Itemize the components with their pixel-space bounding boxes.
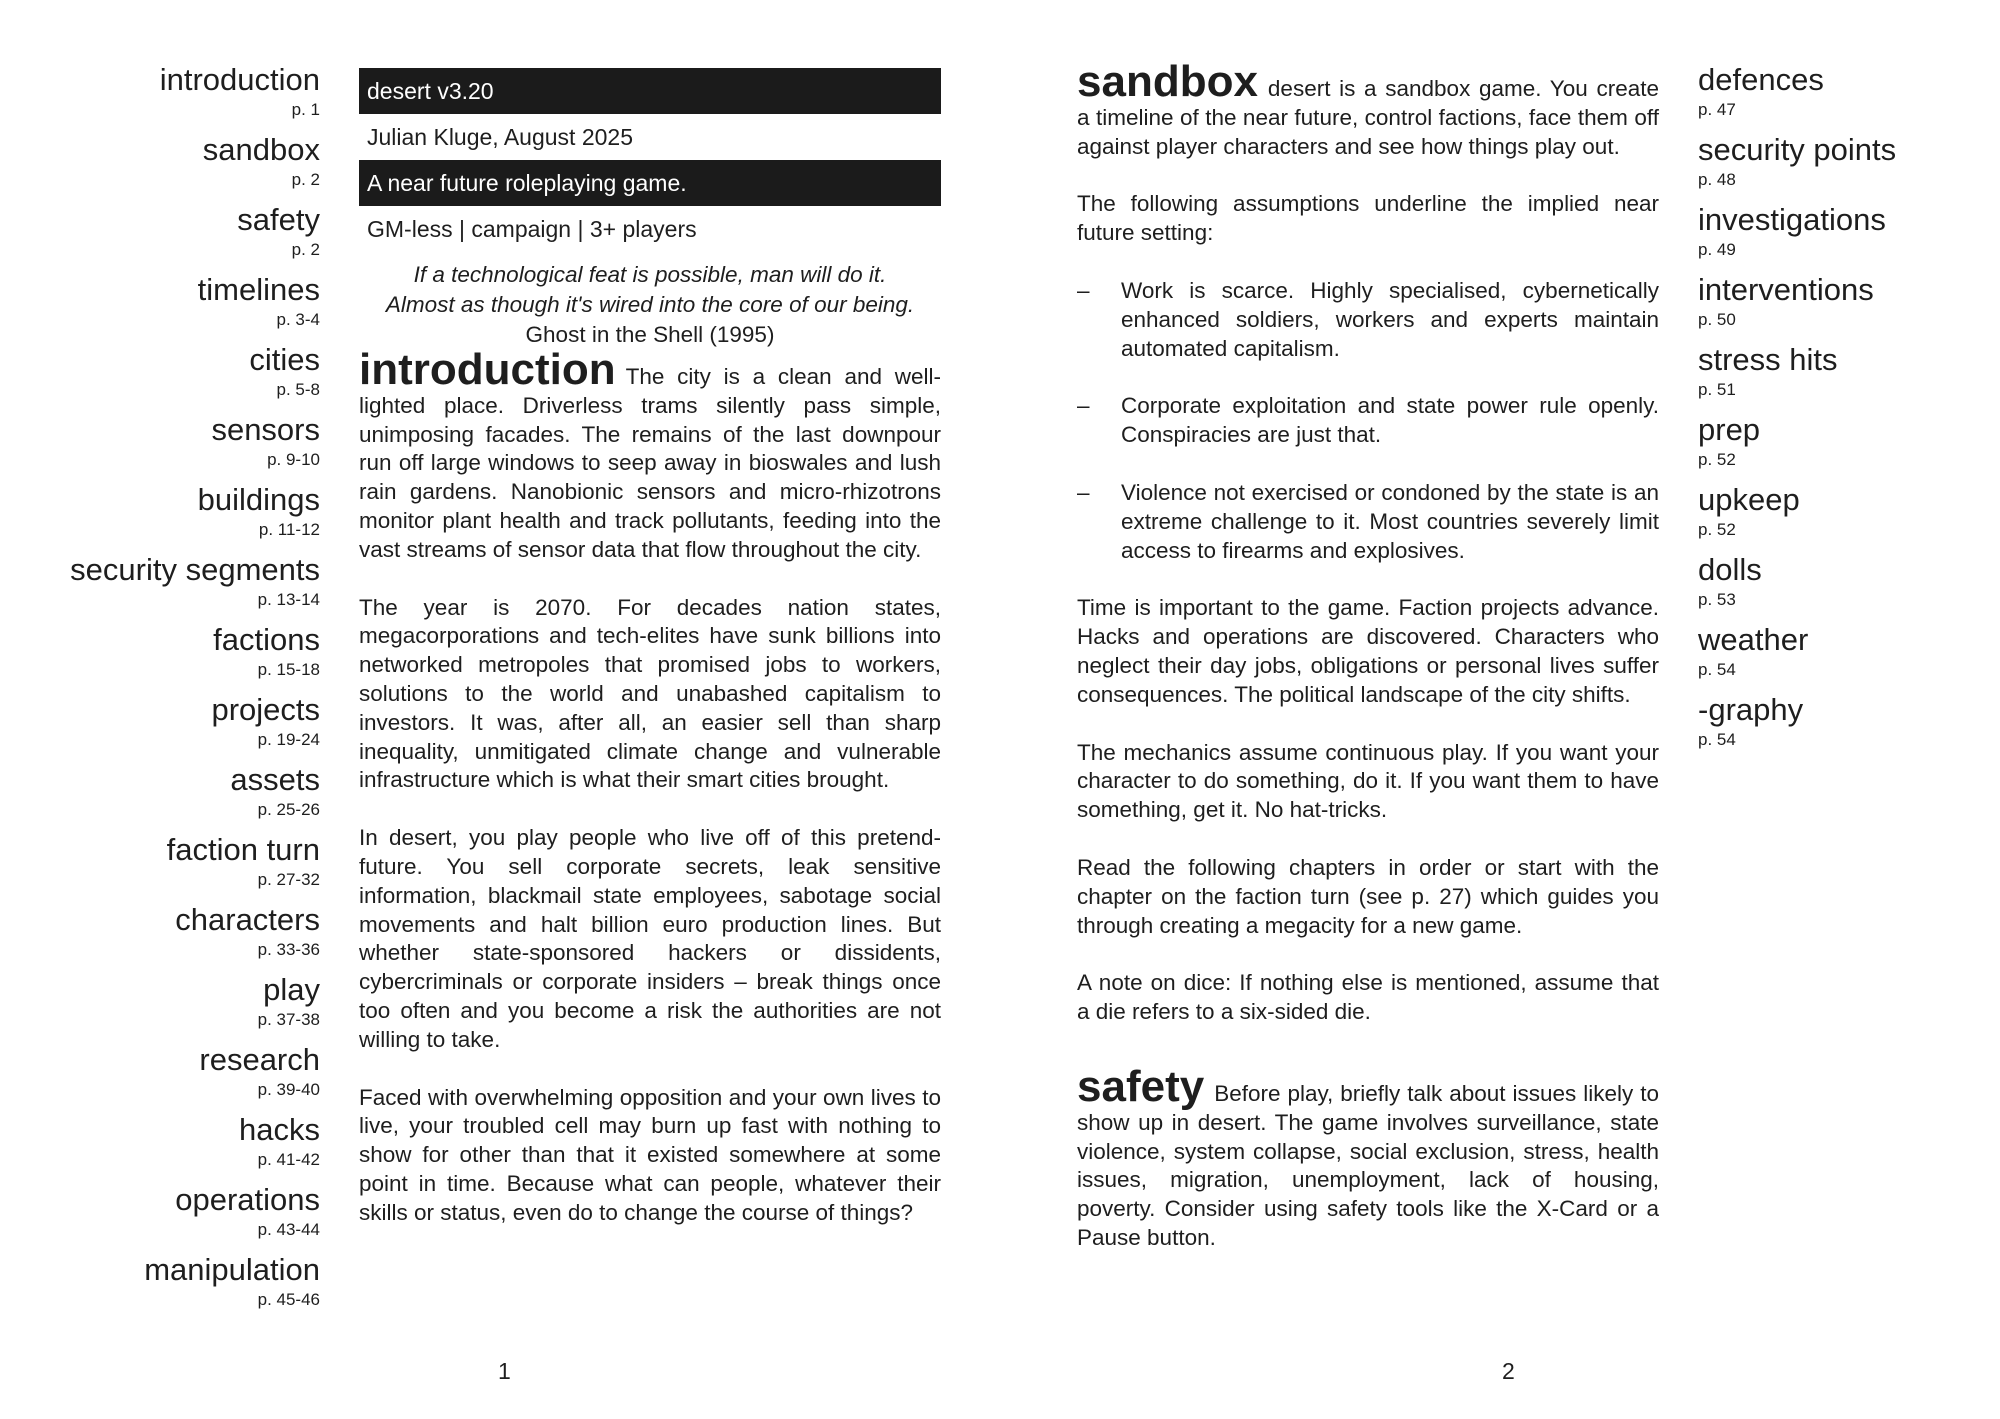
toc-entry-title: research [199, 1042, 320, 1077]
toc-entry[interactable] [1698, 62, 1998, 132]
toc-entry-title: introduction [159, 62, 320, 97]
toc-entry[interactable] [30, 692, 320, 762]
toc-left [30, 62, 320, 1322]
toc-entry-page: p. 39-40 [257, 1080, 320, 1099]
toc-entry[interactable] [30, 902, 320, 972]
dash-bullet: – [1077, 277, 1090, 303]
assumption-text: Work is scarce. Highly specialised, cybernetically enhanced soldiers, workers and experts maintain automated capitalism. [1121, 277, 1659, 361]
toc-entry[interactable] [30, 762, 320, 832]
toc-entry-page: p. 54 [1698, 730, 1736, 749]
epigraph-line-2: Almost as though it's wired into the core of our being. [385, 292, 915, 317]
toc-entry-page: p. 41-42 [257, 1150, 320, 1169]
assumptions-intro: The following assumptions underline the implied near future setting: [1077, 191, 1659, 246]
toc-entry[interactable] [30, 622, 320, 692]
toc-entry[interactable] [30, 1252, 320, 1322]
toc-entry-page: p. 37-38 [257, 1010, 320, 1029]
toc-entry-page: p. 51 [1698, 380, 1736, 399]
page-number-left: 1 [498, 1358, 511, 1384]
assumption-item [1077, 277, 1659, 363]
dash-bullet: – [1077, 393, 1090, 419]
toc-entry[interactable] [30, 202, 320, 272]
toc-entry-page: p. 47 [1698, 100, 1736, 119]
toc-entry-title: factions [213, 622, 320, 657]
toc-entry-page: p. 2 [291, 170, 320, 189]
toc-entry-page: p. 43-44 [257, 1220, 320, 1239]
toc-entry-page: p. 9-10 [267, 450, 320, 469]
toc-entry[interactable] [1698, 342, 1998, 412]
toc-entry-page: p. 49 [1698, 240, 1736, 259]
toc-entry-title: projects [211, 692, 320, 727]
toc-entry-page: p. 45-46 [257, 1290, 320, 1309]
toc-entry-title: faction turn [166, 832, 320, 867]
toc-entry-title: buildings [197, 482, 320, 517]
toc-entry[interactable] [1698, 482, 1998, 552]
toc-entry-title: prep [1698, 412, 1761, 447]
toc-entry-title: operations [175, 1182, 320, 1217]
safety-heading: safety [1077, 1061, 1205, 1111]
toc-entry-title: defences [1698, 62, 1824, 97]
toc-entry-title: assets [230, 762, 320, 797]
toc-entry-page: p. 15-18 [257, 660, 320, 679]
toc-entry[interactable] [1698, 412, 1998, 482]
toc-entry-title: security points [1698, 132, 1897, 167]
toc-entry-page: p. 33-36 [257, 940, 320, 959]
toc-entry-title: weather [1698, 622, 1809, 657]
sandbox-text-reading-order: Read the following chapters in order or start with the chapter on the faction turn (see p. 27) which guides you through creating a megacity for a new game. [1077, 854, 1659, 938]
toc-entry[interactable] [30, 412, 320, 482]
introduction-paragraph [359, 345, 941, 565]
toc-entry[interactable] [30, 272, 320, 342]
safety-paragraph [1077, 1061, 1659, 1253]
toc-entry[interactable] [30, 342, 320, 412]
introduction-text-3: In desert, you play people who live off of this pretend-future. You sell corporate secrets, leak sensitive information, blackmail state employees, sabotage social movements and halt billion euro production lines. But whether state-sponsored hackers or dissidents, cybercriminals or corporate insiders – break things once too often and you become a risk the authorities are not willing to take. [359, 825, 941, 1052]
epigraph-line-1: If a technological feat is possible, man will do it. [413, 262, 887, 287]
toc-entry-title: investigations [1698, 202, 1886, 237]
assumptions-list [1077, 277, 1659, 565]
toc-entry-title: security segments [70, 552, 320, 587]
toc-entry[interactable] [30, 1182, 320, 1252]
toc-entry-page: p. 5-8 [276, 380, 320, 399]
sandbox-text-dice: A note on dice: If nothing else is mentioned, assume that a die refers to a six-sided die. [1077, 970, 1659, 1025]
version-banner: desert v3.20 [359, 68, 941, 114]
epigraph [359, 260, 941, 350]
toc-entry-page: p. 25-26 [257, 800, 320, 819]
toc-entry-page: p. 27-32 [257, 870, 320, 889]
toc-entry-page: p. 19-24 [257, 730, 320, 749]
toc-entry[interactable] [30, 832, 320, 902]
toc-entry[interactable] [1698, 132, 1998, 202]
toc-entry-page: p. 3-4 [276, 310, 320, 329]
toc-entry-page: p. 13-14 [257, 590, 320, 609]
toc-entry[interactable] [30, 132, 320, 202]
toc-entry-page: p. 48 [1698, 170, 1736, 189]
assumption-text: Violence not exercised or condoned by the state is an extreme challenge to it. Most countries severely limit access to firearms and explosives. [1121, 479, 1659, 563]
toc-entry[interactable] [30, 1112, 320, 1182]
toc-entry-title: timelines [197, 272, 320, 307]
safety-text: Before play, briefly talk about issues likely to show up in desert. The game involves surveillance, state violence, system collapse, social exclusion, stress, health issues, migration, unemployment, lack of housing, poverty. Consider using safety tools like the X-Card or a Pause button. [1077, 1080, 1659, 1250]
sandbox-text-mechanics: The mechanics assume continuous play. If you want your character to do something, do it. If you want them to have something, get it. No hat-tricks. [1077, 739, 1659, 823]
toc-entry-title: upkeep [1698, 482, 1800, 517]
toc-entry-page: p. 2 [291, 240, 320, 259]
toc-entry-title: characters [175, 902, 320, 937]
toc-entry-title: cities [249, 342, 320, 377]
introduction-text-1: The city is a clean and well-lighted place. Driverless trams silently pass simple, unimposing facades. The remains of the last downpour run off large windows to seep away in bioswales and lush rain gardens. Nanobionic sensors and micro-rhizotrons monitor plant health and track pollutants, feeding into the vast streams of sensor data that flow throughout the city. [359, 364, 941, 562]
page-number-right: 2 [1502, 1358, 1515, 1384]
epigraph-source: Ghost in the Shell (1995) [525, 322, 775, 347]
assumption-text: Corporate exploitation and state power rule openly. Conspiracies are just that. [1121, 393, 1659, 448]
toc-entry[interactable] [1698, 622, 1998, 692]
toc-entry-page: p. 52 [1698, 520, 1736, 539]
sandbox-text-time: Time is important to the game. Faction projects advance. Hacks and operations are discovered. Characters who neglect their day jobs, obligations or personal lives suffer consequences. The political landscape of the city shifts. [1077, 595, 1659, 707]
introduction-text-4: Faced with overwhelming opposition and your own lives to live, your troubled cell may burn up fast with nothing to show for other than that it existed somewhere at some point in time. Because what can people, whatever their skills or status, even do to change the course of things? [359, 1084, 941, 1225]
toc-entry-title: interventions [1698, 272, 1874, 307]
toc-entry-page: p. 52 [1698, 450, 1736, 469]
toc-right [1698, 62, 1998, 762]
toc-entry-title: sensors [211, 412, 320, 447]
toc-entry[interactable] [1698, 552, 1998, 622]
dash-bullet: – [1077, 479, 1090, 505]
toc-entry-title: dolls [1698, 552, 1762, 587]
toc-entry-page: p. 11-12 [258, 520, 320, 539]
introduction-text-2: The year is 2070. For decades nation states, megacorporations and tech-elites have sunk billions into networked metropoles that promised jobs to workers, solutions to the world and unabashed capitalism to investors. It was, after all, an easier sell than sharp inequality, unmitigated climate change and vulnerable infrastructure which is what their smart cities brought. [359, 594, 941, 793]
toc-entry-title: manipulation [144, 1252, 320, 1287]
toc-entry[interactable] [1698, 692, 1998, 762]
toc-entry[interactable] [30, 62, 320, 132]
toc-entry[interactable] [1698, 202, 1998, 272]
toc-entry-title: -graphy [1698, 692, 1804, 727]
toc-entry-page: p. 54 [1698, 660, 1736, 679]
sandbox-intro-text: desert is a sandbox game. You create a timeline of the near future, control factions, face them off against player characters and see how things play out. [1077, 76, 1659, 159]
author-line: Julian Kluge, August 2025 [367, 124, 633, 150]
assumption-item [1077, 392, 1659, 450]
toc-entry-title: hacks [239, 1112, 320, 1147]
game-meta: GM-less | campaign | 3+ players [367, 216, 697, 242]
assumption-item [1077, 479, 1659, 565]
sandbox-heading: sandbox [1077, 57, 1258, 106]
toc-entry-page: p. 1 [291, 100, 320, 119]
page-1-content [359, 68, 941, 1257]
toc-entry[interactable] [1698, 272, 1998, 342]
tagline-banner: A near future roleplaying game. [359, 160, 941, 206]
toc-entry[interactable] [30, 972, 320, 1042]
toc-entry-title: safety [237, 202, 320, 237]
toc-entry[interactable] [30, 552, 320, 622]
toc-entry-title: sandbox [202, 132, 320, 167]
toc-entry-page: p. 53 [1698, 590, 1736, 609]
toc-entry[interactable] [30, 1042, 320, 1112]
page-2-content [1077, 57, 1659, 1282]
toc-entry[interactable] [30, 482, 320, 552]
toc-entry-title: stress hits [1698, 342, 1838, 377]
introduction-heading: introduction [359, 345, 616, 394]
toc-entry-title: play [263, 972, 320, 1007]
toc-entry-page: p. 50 [1698, 310, 1736, 329]
sandbox-paragraph [1077, 57, 1659, 161]
